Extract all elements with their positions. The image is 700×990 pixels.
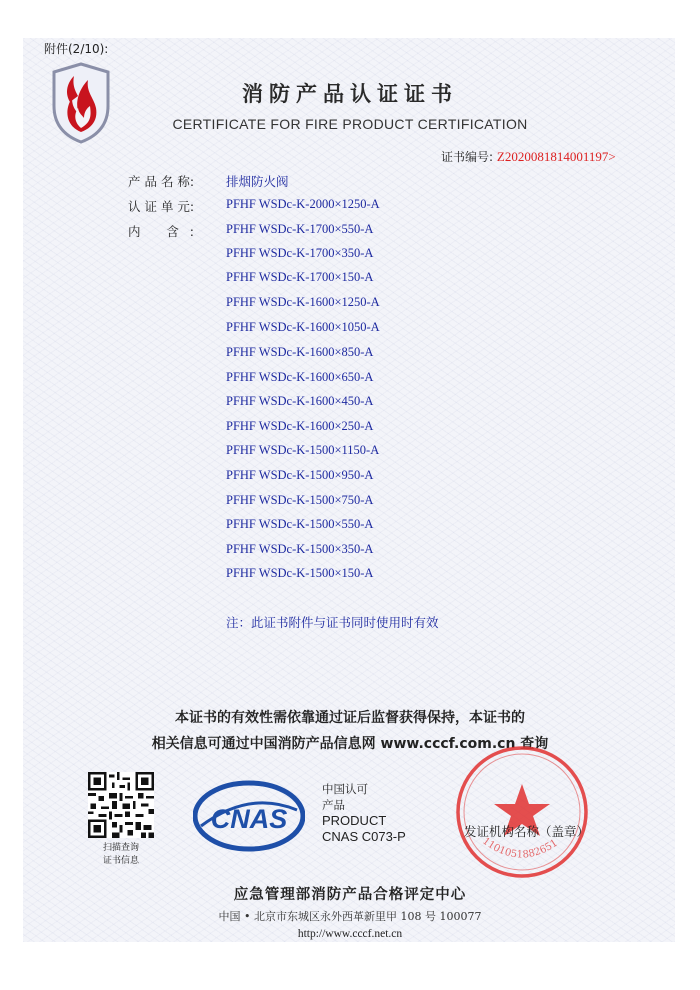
cert-unit-label: 认 证 单 元: <box>128 199 195 214</box>
list-item: PFHF WSDc-K-1700×550-A <box>226 222 374 236</box>
cnas-line-1: 中国认可 <box>322 782 368 796</box>
list-item: PFHF WSDc-K-1600×1250-A <box>226 295 380 309</box>
issuing-organization: 应急管理部消防产品合格评定中心 <box>233 886 467 903</box>
list-item: PFHF WSDc-K-1500×550-A <box>226 517 374 531</box>
seal-number: 1101051882651 <box>480 835 560 861</box>
cert-unit-value: PFHF WSDc-K-2000×1250-A <box>226 197 380 211</box>
cnas-logo-text: CNAS <box>210 804 288 834</box>
list-item: PFHF WSDc-K-1700×150-A <box>226 270 374 284</box>
certificate-subtitle: CERTIFICATE FOR FIRE PRODUCT CERTIFICATION <box>172 116 528 132</box>
content-label <box>128 222 194 240</box>
organization-address: 中国 • 北京市东城区永外西革新里甲 108 号 100077 <box>218 910 482 923</box>
list-item: PFHF WSDc-K-1600×450-A <box>226 394 374 408</box>
list-item: PFHF WSDc-K-1600×1050-A <box>226 320 380 334</box>
list-item: PFHF WSDc-K-1600×250-A <box>226 419 374 433</box>
list-item: PFHF WSDc-K-1700×350-A <box>226 246 374 260</box>
certificate-number <box>441 148 616 165</box>
issuer-label: 发证机构名称（盖章） <box>464 824 590 839</box>
organization-website[interactable]: http://www.cccf.net.cn <box>297 928 403 940</box>
qr-code-icon[interactable] <box>88 772 154 838</box>
content-label-text: 内 含: <box>128 224 194 239</box>
list-item: PFHF WSDc-K-1500×150-A <box>226 566 374 580</box>
certificate-title: 消防产品认证证书 <box>242 81 458 106</box>
product-name-value: 排烟防火阀 <box>226 174 289 189</box>
cnas-line-4: CNAS C073-P <box>322 829 406 844</box>
validity-note: 注：此证书附件与证书同时使用时有效 <box>226 615 439 630</box>
validity-statement-1: 本证书的有效性需依靠通过证后监督获得保持，本证书的 <box>175 710 525 726</box>
certificate-number-label: 证书编号: <box>441 150 494 164</box>
list-item: PFHF WSDc-K-1600×650-A <box>226 370 374 384</box>
list-item: PFHF WSDc-K-1500×1150-A <box>226 443 380 457</box>
cnas-line-2: 产品 <box>322 798 345 812</box>
certificate-number-value: Z2020081814001197> <box>496 149 616 164</box>
qr-caption-line-2: 证书信息 <box>102 856 139 866</box>
list-item: PFHF WSDc-K-1500×350-A <box>226 542 374 556</box>
attachment-label: 附件(2/10): <box>44 42 109 56</box>
validity-statement-2: 相关信息可通过中国消防产品信息网 www.cccf.com.cn 查询 <box>151 736 549 752</box>
list-item: PFHF WSDc-K-1500×950-A <box>226 468 374 482</box>
qr-caption <box>86 842 156 868</box>
list-item: PFHF WSDc-K-1600×850-A <box>226 345 374 359</box>
cnas-accreditation <box>322 781 406 845</box>
cnas-logo <box>193 780 305 852</box>
list-item: PFHF WSDc-K-1500×750-A <box>226 493 374 507</box>
official-seal-icon <box>452 742 592 882</box>
product-name-label: 产 品 名 称: <box>128 174 195 189</box>
qr-caption-line-1: 扫描查询 <box>102 843 139 853</box>
cnas-line-3: PRODUCT <box>322 813 387 828</box>
